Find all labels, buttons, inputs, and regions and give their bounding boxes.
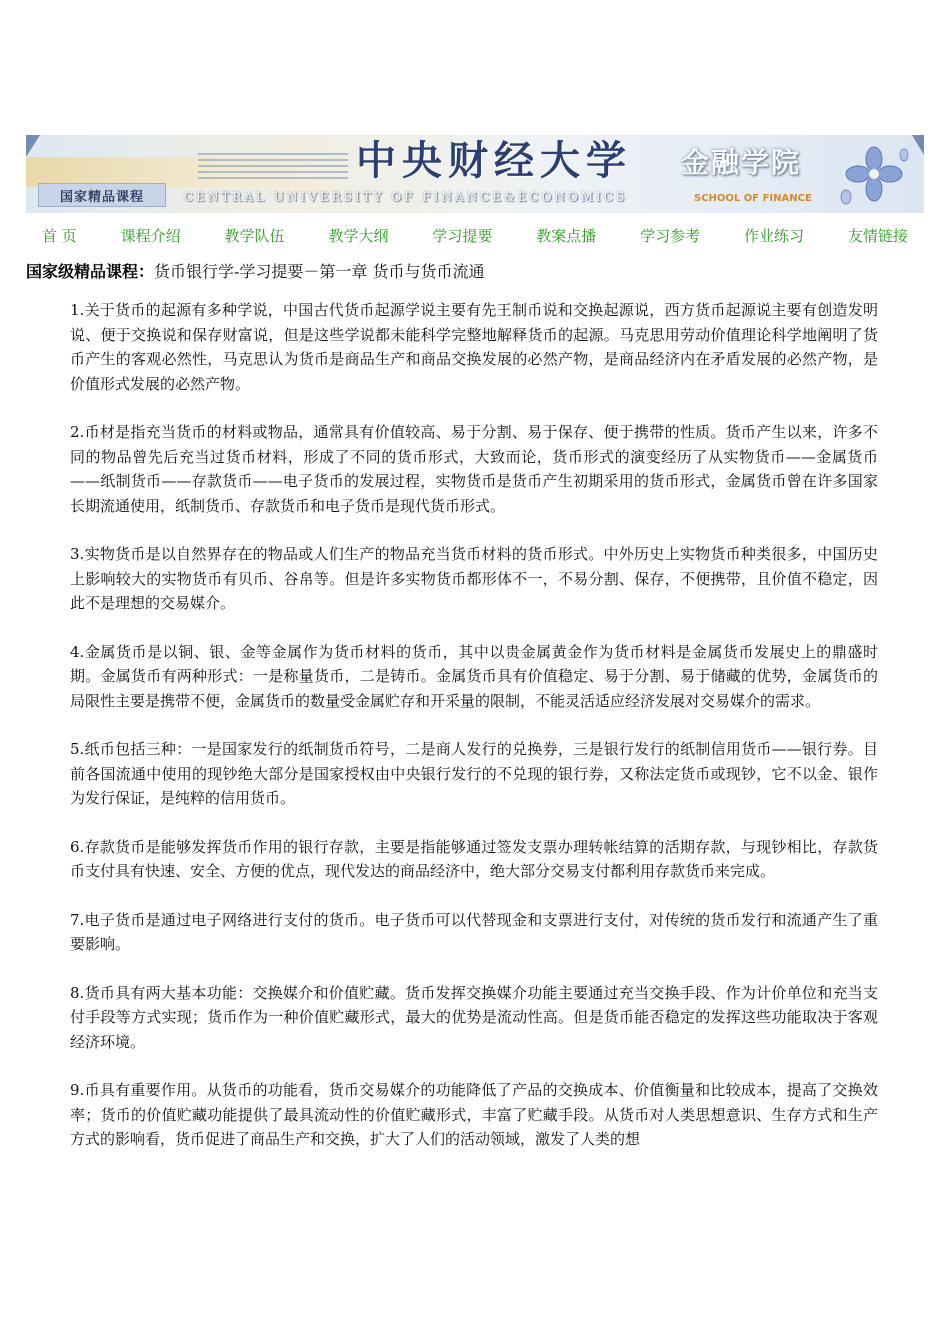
university-english-name: CENTRAL UNIVERSITY OF FINANCE&ECONOMICS <box>184 190 628 204</box>
nav-homework[interactable]: 作业练习 <box>744 226 805 245</box>
nav-course-intro[interactable]: 课程介绍 <box>120 226 181 245</box>
banner-corner-left <box>26 135 40 157</box>
nav-teaching-team[interactable]: 教学队伍 <box>224 226 285 245</box>
banner-stripes <box>198 153 348 183</box>
paragraph: 2.币材是指充当货币的材料或物品，通常具有价值较高、易于分割、易于保存、便于携带的性质。货币产生以来，许多不同的物品曾先后充当过货币材料，形成了不同的货币形式，大致而论，货币形式的演变经历了从实物货币——金属货币——纸制货币——存款货币——电子货币的发展过程，实物货币是货币产生初期采用的货币形式，金属货币曾在许多国家长期流通使用，纸制货币、存款货币和电子货币是现代货币形式。 <box>70 423 878 515</box>
paragraph: 5.纸币包括三种：一是国家发行的纸制货币符号，二是商人发行的兑换券，三是银行发行的纸制信用货币——银行券。目前各国流通中使用的现钞绝大部分是国家授权由中央银行发行的不兑现的银行券，又称法定货币或现钞，它不以金、银作为发行保证，是纯粹的信用货币。 <box>70 740 878 807</box>
paragraph: 4.金属货币是以铜、银、金等金属作为货币材料的货币，其中以贵金属黄金作为货币材料是金属货币发展史上的鼎盛时期。金属货币有两种形式：一是称量货币，二是铸币。金属货币具有价值稳定、易于分割、易于储藏的优势，金属货币的局限性主要是携带不便，金属货币的数量受金属贮存和开采量的限制，不能灵活适应经济发展对交易媒介的需求。 <box>70 642 878 710</box>
site-banner <box>26 135 924 213</box>
paragraph: 3.实物货币是以自然界存在的物品或人们生产的物品充当货币材料的货币形式。中外历史上实物货币种类很多，中国历史上影响较大的实物货币有贝币、谷帛等。但是许多实物货币都形体不一，不易分割、保存，不便携带，且价值不稳定，因此不是理想的交易媒介。 <box>70 545 878 612</box>
page-title <box>26 260 924 284</box>
paragraph: 9.币具有重要作用。从货币的功能看，货币交易媒介的功能降低了产品的交换成本、价值衡量和比较成本，提高了交换效率；货币的价值贮藏功能提供了最具流动性的价值贮藏形式，丰富了贮藏手段。从货币对人类思想意识、生存方式和生产方式的影响看，货币促进了商品生产和交换，扩大了人们的活动领域，激发了人类的想 <box>70 1081 878 1148</box>
nav-lecture-video[interactable]: 教案点播 <box>536 226 597 245</box>
school-english-name: SCHOOL OF FINANCE <box>694 193 812 204</box>
paragraph: 8.货币具有两大基本功能：交换媒介和价值贮藏。货币发挥交换媒介功能主要通过充当交换手段、作为计价单位和充当支付手段等方式实现；货币作为一种价值贮藏形式，最大的优势是流动性高。但是货币能否稳定的发挥这些功能取决于客观经济环境。 <box>70 983 878 1051</box>
flower-icon <box>834 143 914 209</box>
paragraph: 6.存款货币是能够发挥货币作用的银行存款，主要是指能够通过签发支票办理转帐结算的活期存款，与现钞相比，存款货币支付具有快速、安全、方便的优点，现代发达的商品经济中，绝大部分交易支付都利用存款货币来完成。 <box>70 837 878 880</box>
university-logo-text: 中央财经大学 <box>356 137 632 184</box>
paragraph: 7.电子货币是通过电子网络进行支付的货币。电子货币可以代替现金和支票进行支付，对传统的货币发行和流通产生了重要影响。 <box>70 910 878 953</box>
nav-home[interactable]: 首 页 <box>42 226 77 245</box>
article-content <box>70 298 878 1198</box>
nav-study-outline[interactable]: 学习提要 <box>432 226 493 245</box>
page-title-label: 国家级精品课程： <box>26 262 155 281</box>
nav-references[interactable]: 学习参考 <box>640 226 701 245</box>
nav-syllabus[interactable]: 教学大纲 <box>328 226 389 245</box>
main-nav <box>26 222 924 248</box>
paragraph: 1.关于货币的起源有多种学说，中国古代货币起源学说主要有先王制币说和交换起源说，西方货币起源说主要有创造发明说、便于交换说和保存财富说，但是这些学说都未能科学完整地解释货币的起源。马克思用劳动价值理论科学地阐明了货币产生的客观必然性，马克思认为货币是商品生产和商品交换发展的必然产物，是商品经济内在矛盾发展的必然产物，是价值形式发展的必然产物。 <box>70 301 878 393</box>
school-logo-text: 金融学院 <box>681 146 802 179</box>
nav-links[interactable]: 友情链接 <box>847 226 908 245</box>
national-course-badge: 国家精品课程 <box>38 183 166 207</box>
page-title-text: 货币银行学-学习提要－第一章 货币与货币流通 <box>154 262 485 281</box>
